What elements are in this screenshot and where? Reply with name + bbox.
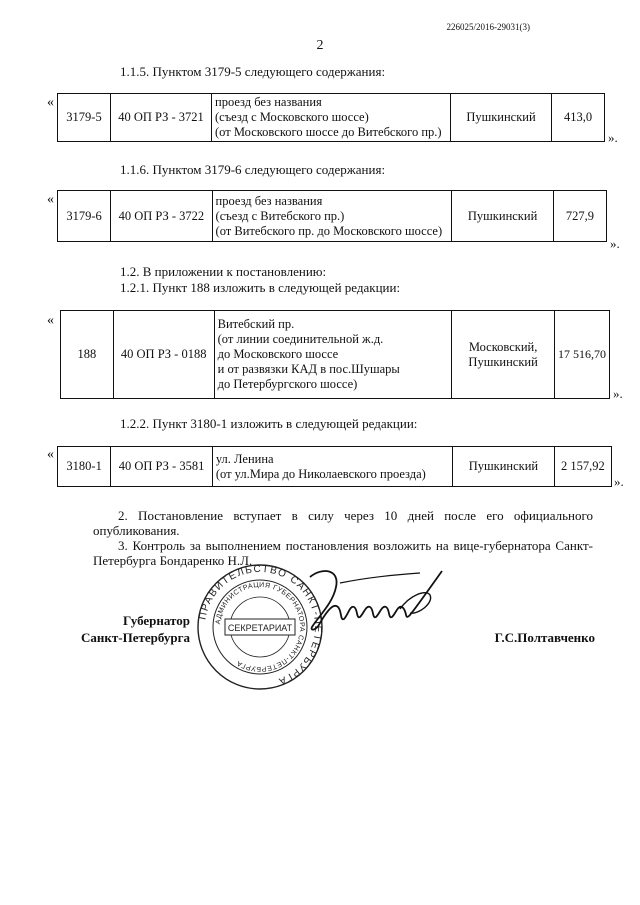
road-length: 413,0 — [552, 94, 605, 142]
quote-close: ». — [608, 130, 618, 145]
section-heading: 1.2. В приложении к постановлению: — [120, 264, 327, 279]
district-line: Пушкинский — [467, 208, 538, 223]
table-row — [57, 93, 605, 142]
row-number: 188 — [61, 311, 114, 399]
quote-close: ». — [614, 474, 624, 489]
desc-line: ул. Ленина — [215, 451, 274, 466]
svg-text:ПРАВИТЕЛЬСТВО САНКТ-ПЕТЕРБУРГА: ПРАВИТЕЛЬСТВО САНКТ-ПЕТЕРБУРГА — [197, 563, 324, 687]
desc-line: (съезд с Московского шоссе) — [215, 110, 369, 124]
paragraph-text: 2. Постановление вступает в силу через 10 дней после его официального опубликования. — [93, 508, 593, 538]
road-description — [212, 191, 452, 242]
paragraph — [93, 508, 593, 538]
desc-line: (от ул.Мира до Николаевского проезда) — [215, 466, 426, 481]
row-number: 3179-5 — [58, 94, 111, 142]
road-length: 17 516,70 — [554, 311, 609, 399]
quote-close: ». — [613, 386, 623, 401]
table-row — [57, 446, 612, 487]
page-number: 2 — [316, 38, 324, 53]
signatory-title — [60, 612, 190, 646]
district — [452, 191, 553, 242]
paragraph-text: 3. Контроль за выполнением постановления возложить на вице-губернатора Санкт-Петербурга Бондаренко Н.Л. — [93, 538, 593, 568]
section-heading: 1.1.5. Пунктом 3179-5 следующего содержания: — [120, 64, 386, 79]
district-line: Пушкинский — [468, 459, 539, 473]
district-line: Московский, — [468, 339, 538, 354]
road-description — [212, 447, 452, 487]
row-number: 3179-6 — [58, 191, 111, 242]
district-line: Пушкинский — [468, 354, 538, 369]
table-row — [57, 190, 607, 242]
quote-close: ». — [610, 236, 620, 251]
desc-line: (от Витебского пр. до Московского шоссе) — [215, 223, 443, 238]
paragraph — [93, 538, 593, 568]
quote-open: « — [47, 192, 54, 207]
handwritten-signature — [300, 565, 450, 645]
road-description — [214, 311, 452, 399]
quote-open: « — [47, 447, 54, 462]
table-row — [60, 310, 610, 399]
quote-open: « — [47, 95, 54, 110]
svg-text:АДМИНИСТРАЦИЯ ГУБЕРНАТОРА САНК: АДМИНИСТРАЦИЯ ГУБЕРНАТОРА САНКТ-ПЕТЕРБУРГА — [215, 581, 306, 673]
district — [451, 94, 552, 142]
road-length: 2 157,92 — [554, 447, 611, 487]
signatory-title-line: Санкт-Петербурга — [81, 630, 190, 645]
svg-text:СЕКРЕТАРИАТ: СЕКРЕТАРИАТ — [227, 623, 293, 633]
road-code: 40 ОП РЗ - 3722 — [111, 191, 212, 242]
district — [453, 447, 555, 487]
section-heading: 1.2.2. Пункт 3180-1 изложить в следующей редакции: — [120, 416, 418, 431]
district-line: Пушкинский — [466, 110, 536, 124]
signatory-title-line: Губернатор — [122, 613, 190, 628]
road-code: 40 ОП РЗ - 0188 — [113, 311, 214, 399]
desc-line: до Петербургского шоссе) — [217, 377, 358, 391]
desc-line: (от линии соединительной ж.д. — [217, 332, 384, 346]
desc-line: проезд без названия — [215, 95, 322, 109]
desc-line: проезд без названия — [215, 193, 323, 208]
desc-line: (от Московского шоссе до Витебского пр.) — [215, 125, 442, 139]
road-code: 40 ОП РЗ - 3721 — [111, 94, 212, 142]
section-heading: 1.2.1. Пункт 188 изложить в следующей редакции: — [120, 280, 401, 295]
row-number: 3180-1 — [58, 447, 111, 487]
desc-line: Витебский пр. — [217, 317, 295, 331]
desc-line: (съезд с Витебского пр.) — [215, 208, 345, 223]
section-heading: 1.1.6. Пунктом 3179-6 следующего содержания: — [120, 162, 386, 177]
desc-line: и от развязки КАД в пос.Шушары — [217, 362, 400, 376]
signatory-name: Г.С.Полтавченко — [494, 630, 595, 645]
district — [452, 311, 555, 399]
quote-open: « — [47, 313, 54, 328]
road-length: 727,9 — [553, 191, 606, 242]
desc-line: до Московского шоссе — [217, 347, 339, 361]
road-code: 40 ОП РЗ - 3581 — [111, 447, 213, 487]
road-description — [212, 94, 451, 142]
document-number: 226025/2016-29031(3) — [446, 22, 530, 32]
